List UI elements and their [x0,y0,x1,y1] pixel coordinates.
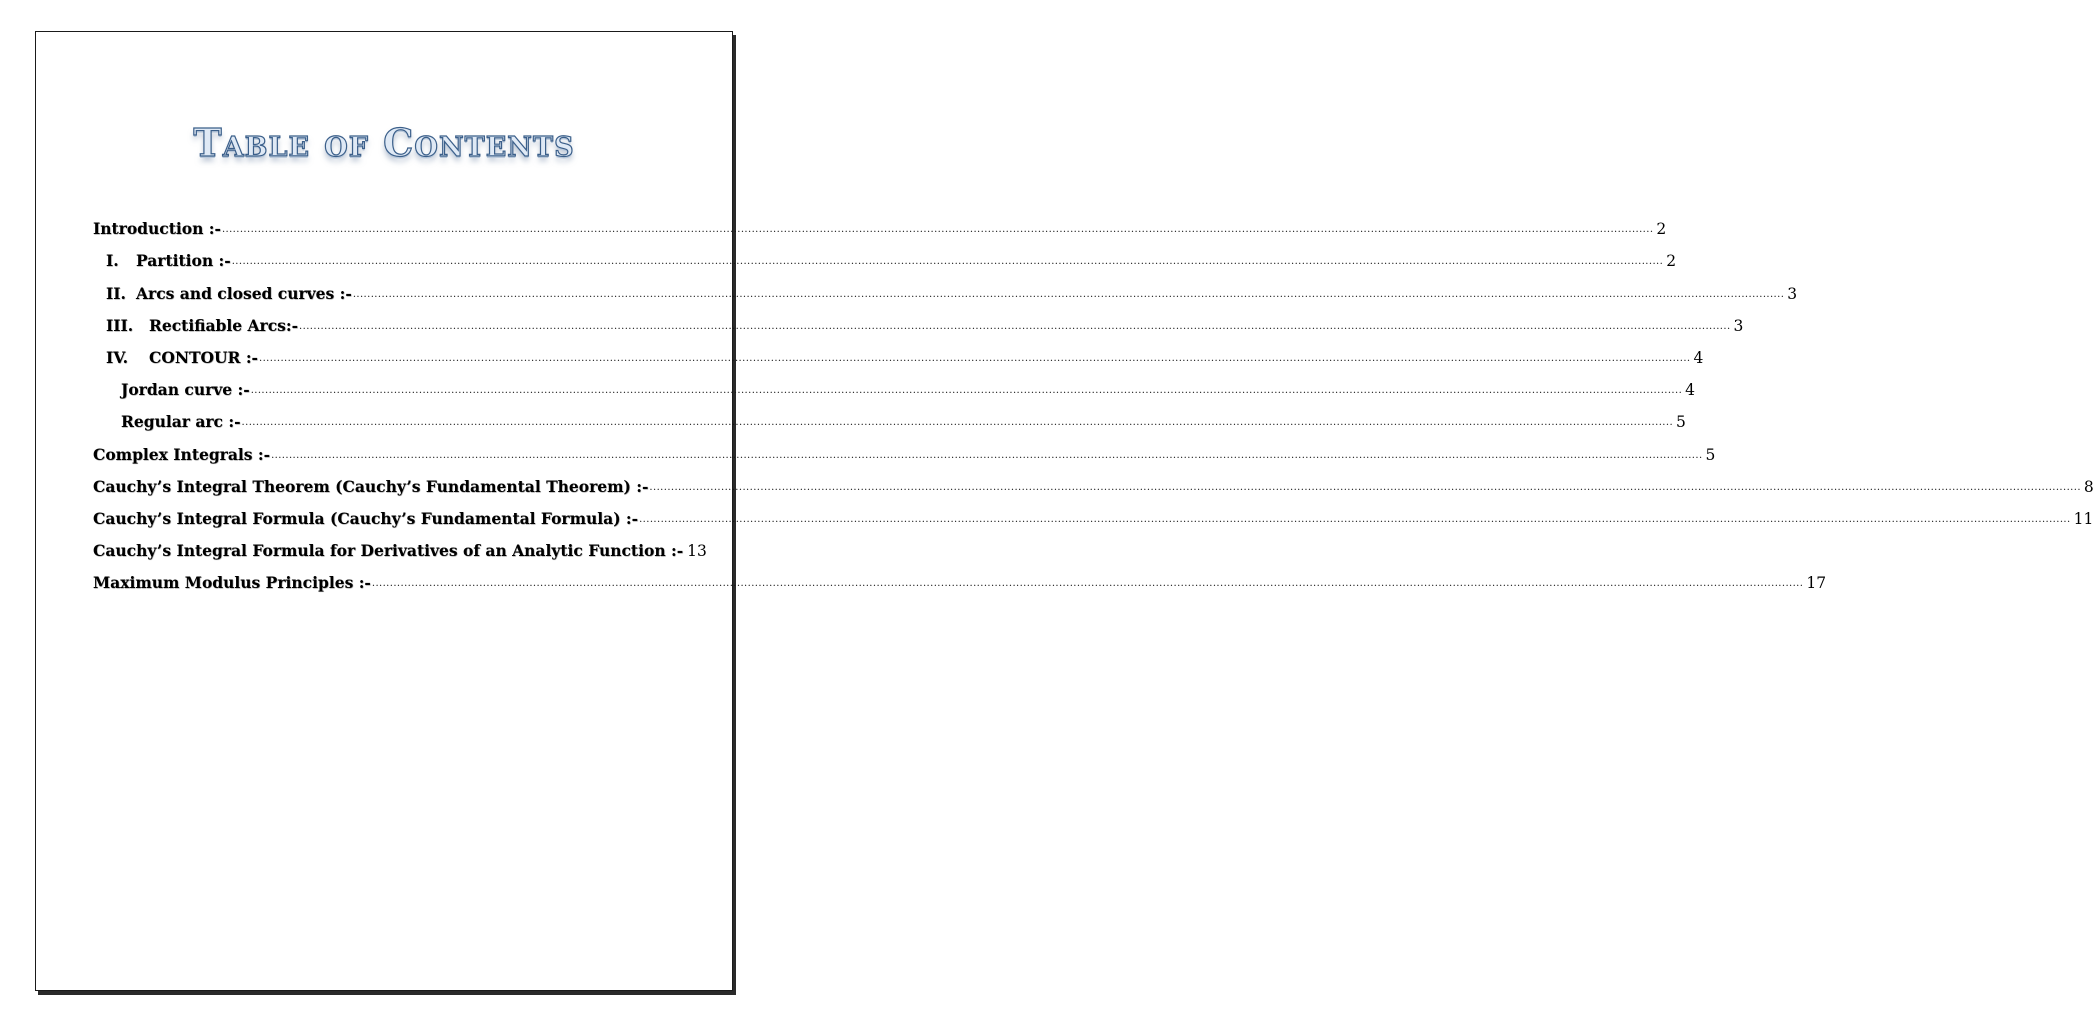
entry-page-number: 5 [1676,413,1686,432]
toc-entry-cauchy-formula-derivatives[interactable] [93,528,707,561]
dot-leader: ................................................................................................................................................................................................................................................................................................................................................................................................................ [259,352,1691,364]
entry-page-number: 4 [1693,348,1704,367]
dot-leader: ................................................................................................................................................................................................................................................................................................................................................................................................................ [371,578,1804,590]
dot-leader: ................................................................................................................................................................................................................................................................................................................................................................................................................ [639,513,2071,525]
toc-entry-arcs-closed-curves[interactable] [93,270,1798,303]
entry-page-number: 8 [2083,477,2094,496]
entry-page-number: 2 [1666,252,1677,271]
entry-page-number: 11 [2073,509,2094,528]
dot-leader: ................................................................................................................................................................................................................................................................................................................................................................................................................ [241,417,1674,429]
entry-page-number: 3 [1733,316,1744,335]
entry-page-number: 13 [687,542,707,561]
entry-label: Cauchy’s Integral Theorem (Cauchy’s Fundamental Theorem) :- [93,476,649,496]
entry-label: Arcs and closed curves :- [136,283,352,303]
entry-label: CONTOUR :- [149,347,258,367]
entry-page-number: 3 [1787,284,1798,303]
toc-entry-regular-arc[interactable] [93,399,1686,432]
dot-leader: ................................................................................................................................................................................................................................................................................................................................................................................................................ [352,288,1785,300]
entry-page-number: 17 [1806,574,1827,593]
toc-entry-contour[interactable] [93,335,1704,367]
document-page [35,31,2094,991]
dot-leader: ................................................................................................................................................................................................................................................................................................................................................................................................................ [221,224,1654,236]
toc-title: Table of Contents [193,120,575,165]
toc-entry-partition[interactable] [93,238,1677,271]
entry-label: Rectifiable Arcs:- [149,315,299,335]
entry-label: Maximum Modulus Principles :- [93,573,371,593]
entry-page-number: 2 [1656,220,1667,239]
toc-entry-complex-integrals[interactable] [93,431,1716,464]
toc-entry-jordan-curve[interactable] [93,367,1696,400]
entry-label: Partition :- [136,251,231,271]
entry-label: Regular arc :- [121,412,241,432]
dot-leader: ................................................................................................................................................................................................................................................................................................................................................................................................................ [271,449,1703,461]
toc-entry-introduction[interactable] [93,206,1667,239]
dot-leader: ................................................................................................................................................................................................................................................................................................................................................................................................................ [299,320,1731,332]
entry-label: Cauchy’s Integral Formula (Cauchy’s Fundamental Formula) :- [93,508,639,528]
toc-entry-maximum-modulus[interactable] [93,560,1827,593]
entry-label: Introduction :- [93,219,221,239]
dot-leader: ................................................................................................................................................................................................................................................................................................................................................................................................................ [231,256,1664,268]
entry-numeral: IV. [106,347,128,367]
toc-entry-cauchy-integral-theorem[interactable] [93,464,2094,496]
dot-leader: ................................................................................................................................................................................................................................................................................................................................................................................................................ [250,385,1683,397]
entry-numeral: I. [106,251,119,271]
entry-numeral: II. [106,283,126,303]
entry-label: Jordan curve :- [121,380,250,400]
entry-page-number: 5 [1705,445,1716,464]
toc-entry-rectifiable-arcs[interactable] [93,303,1744,335]
entry-label: Complex Integrals :- [93,444,271,464]
entry-page-number: 4 [1685,381,1696,400]
table-of-contents [93,206,2094,593]
dot-leader: ................................................................................................................................................................................................................................................................................................................................................................................................................ [649,481,2081,493]
toc-entry-cauchy-integral-formula[interactable] [93,496,2094,528]
entry-numeral: III. [106,315,134,335]
entry-label: Cauchy’s Integral Formula for Derivatives of an Analytic Function :- [93,541,684,561]
